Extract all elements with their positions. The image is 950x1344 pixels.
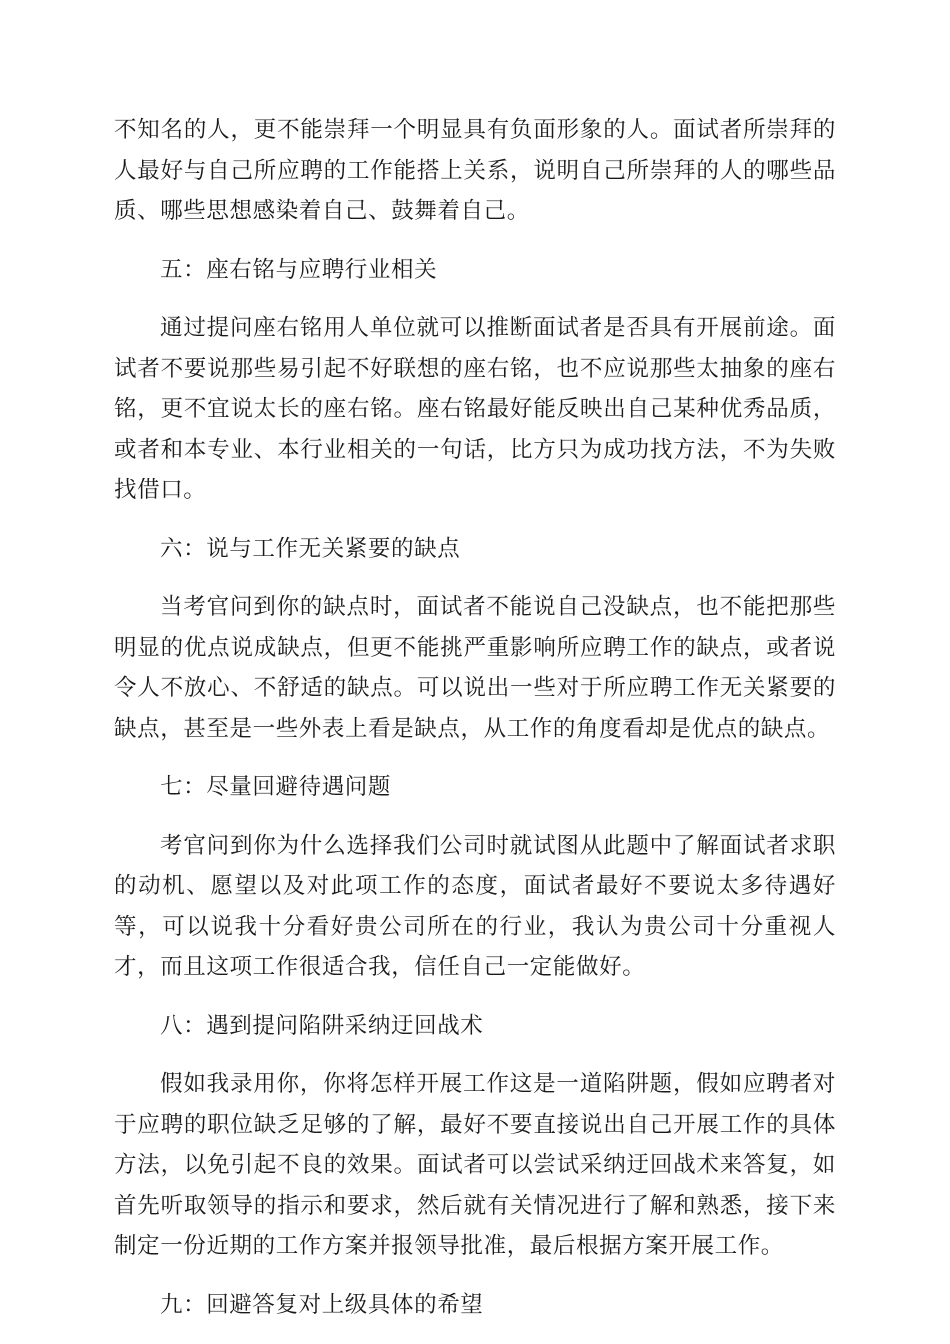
- paragraph-motto: 通过提问座右铭用人单位就可以推断面试者是否具有开展前途。面试者不要说那些易引起不好联想的座右铭，也不应说那些太抽象的座右铭，更不宜说太长的座右铭。座右铭最好能反映出自己某种优秀品质，或者和本专业、本行业相关的一句话，比方只为成功找方法，不为失败找借口。: [114, 315, 836, 503]
- document-body: [114, 110, 836, 1343]
- section-heading-8: 八：遇到提问陷阱采纳迂回战术: [160, 1012, 484, 1039]
- paragraph-weakness: 当考官问到你的缺点时，面试者不能说自己没缺点，也不能把那些明显的优点说成缺点，但更不能挑严重影响所应聘工作的缺点，或者说令人不放心、不舒适的缺点。可以说出一些对于所应聘工作无关紧要的缺点，甚至是一些外表上看是缺点，从工作的角度看却是优点的缺点。: [114, 594, 836, 742]
- section-heading-6: 六：说与工作无关紧要的缺点: [160, 535, 461, 562]
- section-heading-9: 九：回避答复对上级具体的希望: [160, 1291, 484, 1318]
- paragraph-continued: 不知名的人，更不能崇拜一个明显具有负面形象的人。面试者所崇拜的人最好与自己所应聘的工作能搭上关系，说明自己所崇拜的人的哪些品质、哪些思想感染着自己、鼓舞着自己。: [114, 117, 836, 224]
- section-heading-7: 七：尽量回避待遇问题: [160, 774, 392, 800]
- paragraph-trap-question: 假如我录用你，你将怎样开展工作这是一道陷阱题，假如应聘者对于应聘的职位缺乏足够的了解，最好不要直接说出自己开展工作的具体方法，以免引起不良的效果。面试者可以尝试采纳迂回战术来答复，如首先听取领导的指示和要求，然后就有关情况进行了解和熟悉，接下来制定一份近期的工作方案并报领导批准，最后根据方案开展工作。: [114, 1071, 836, 1259]
- paragraph-salary: 考官问到你为什么选择我们公司时就试图从此题中了解面试者求职的动机、愿望以及对此项工作的态度，面试者最好不要说太多待遇好等，可以说我十分看好贵公司所在的行业，我认为贵公司十分重视人才，而且这项工作很适合我，信任自己一定能做好。: [114, 832, 836, 980]
- section-heading-5: 五：座右铭与应聘行业相关: [160, 256, 438, 283]
